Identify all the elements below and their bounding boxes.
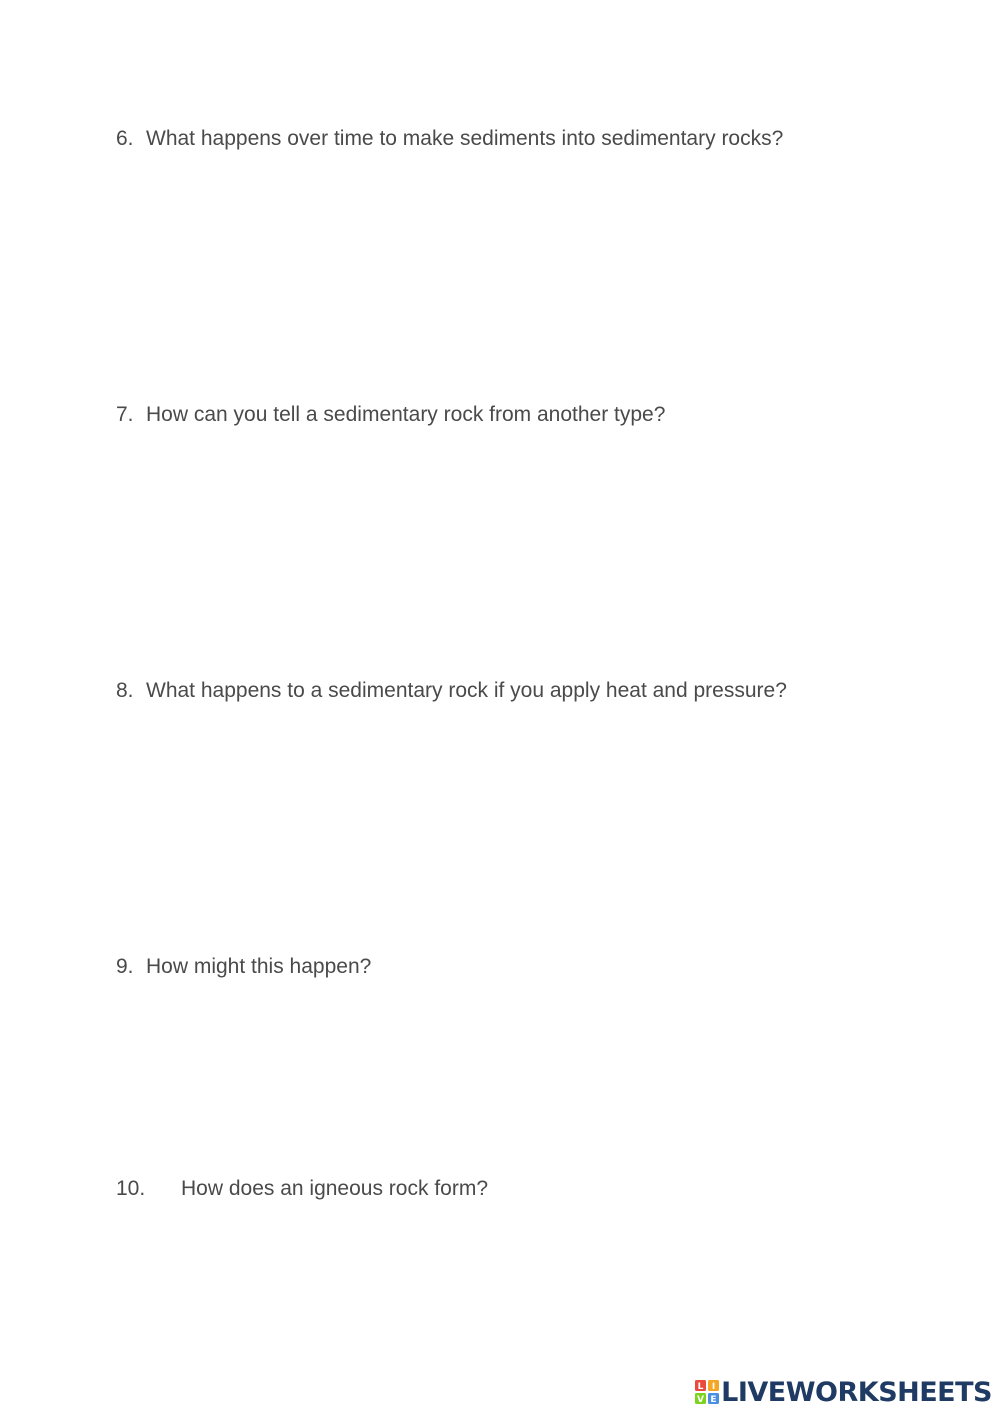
svg-text:E: E (710, 1395, 717, 1404)
watermark-text: LIVEWORKSHEETS (721, 1376, 992, 1408)
svg-text:L: L (697, 1382, 704, 1392)
question-6 (116, 126, 783, 152)
question-text: How can you tell a sedimentary rock from another type? (146, 403, 666, 426)
question-text: How might this happen? (146, 955, 372, 978)
question-number: 6. (116, 127, 134, 150)
question-8 (116, 678, 787, 704)
svg-text:I: I (711, 1382, 716, 1392)
liveworksheets-watermark (695, 1375, 992, 1409)
question-text: What happens over time to make sediments into sedimentary rocks? (146, 127, 784, 150)
svg-text:V: V (697, 1395, 705, 1404)
question-number: 9. (116, 955, 134, 978)
question-10 (116, 1176, 488, 1202)
question-text: What happens to a sedimentary rock if you apply heat and pressure? (146, 679, 787, 702)
liveworksheets-logo-icon (695, 1380, 719, 1404)
question-text: How does an igneous rock form? (181, 1177, 488, 1200)
question-9 (116, 954, 371, 980)
question-number: 10. (116, 1177, 146, 1200)
question-number: 8. (116, 679, 134, 702)
question-number: 7. (116, 403, 134, 426)
question-7 (116, 402, 665, 428)
